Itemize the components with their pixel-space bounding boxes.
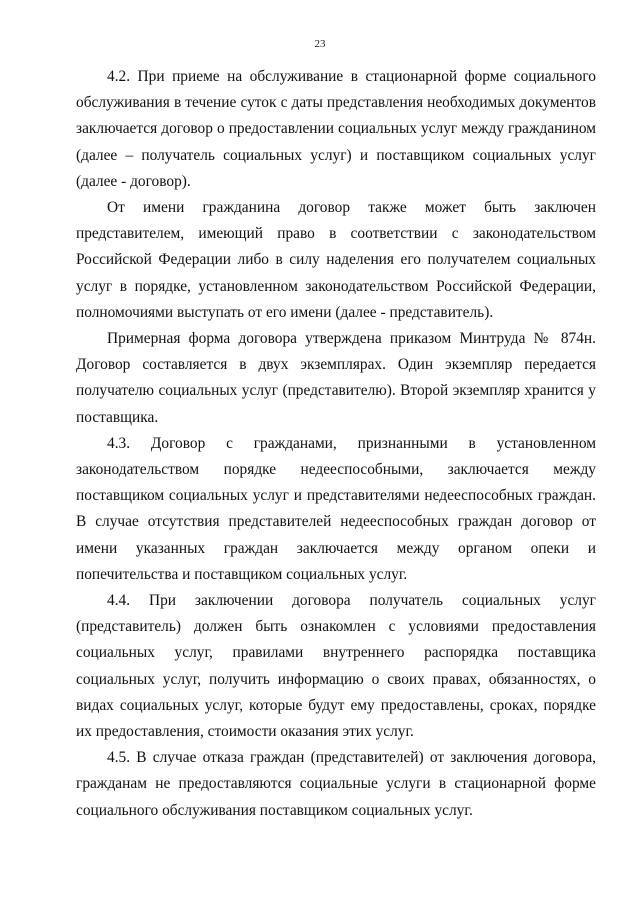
paragraph-sample-form: Примерная форма договора утверждена приказом Минтруда № 874н. Договор составляется в двух экземплярах. Один экземпляр передается получателю социальных услуг (представителю). Второй экземпляр хранится у поставщика. xyxy=(76,330,596,426)
document-body xyxy=(76,64,596,824)
page-number: 23 xyxy=(314,38,326,50)
paragraph-4-4: 4.4. При заключении договора получатель социальных услуг (представитель) должен быть ознакомлен с условиями предоставления социальных услуг, правилами внутреннего распорядка поставщика социальных услуг, получить информацию о своих правах, обязанностях, о видах социальных услуг, которые будут ему предоставлены, сроках, порядке их предоставления, стоимости оказания этих услуг. xyxy=(76,592,596,741)
paragraph-4-5: 4.5. В случае отказа граждан (представителей) от заключения договора, гражданам не предоставляются социальные услуги в стационарной форме социального обслуживания поставщиком социальных услуг. xyxy=(76,749,596,819)
paragraph-4-2: 4.2. При приеме на обслуживание в стационарной форме социального обслуживания в течение суток с даты представления необходимых документов заключается договор о предоставлении социальных услуг между гражданином (далее – получатель социальных услуг) и поставщиком социальных услуг (далее - договор). xyxy=(76,68,596,190)
paragraph-representative: От имени гражданина договор также может быть заключен представителем, имеющий право в соответствии с законодательством Российской Федерации либо в силу наделения его получателем социальных услуг в порядке, установленном законодательством Российской Федерации, полномочиями выступать от его имени (далее - представитель). xyxy=(76,199,596,321)
paragraph-4-3: 4.3. Договор с гражданами, признанными в установленном законодательством порядке недееспособными, заключается между поставщиком социальных услуг и представителями недееспособных граждан. В случае отсутствия представителей недееспособных граждан договор от имени указанных граждан заключается между органом опеки и попечительства и поставщиком социальных услуг. xyxy=(76,434,596,583)
